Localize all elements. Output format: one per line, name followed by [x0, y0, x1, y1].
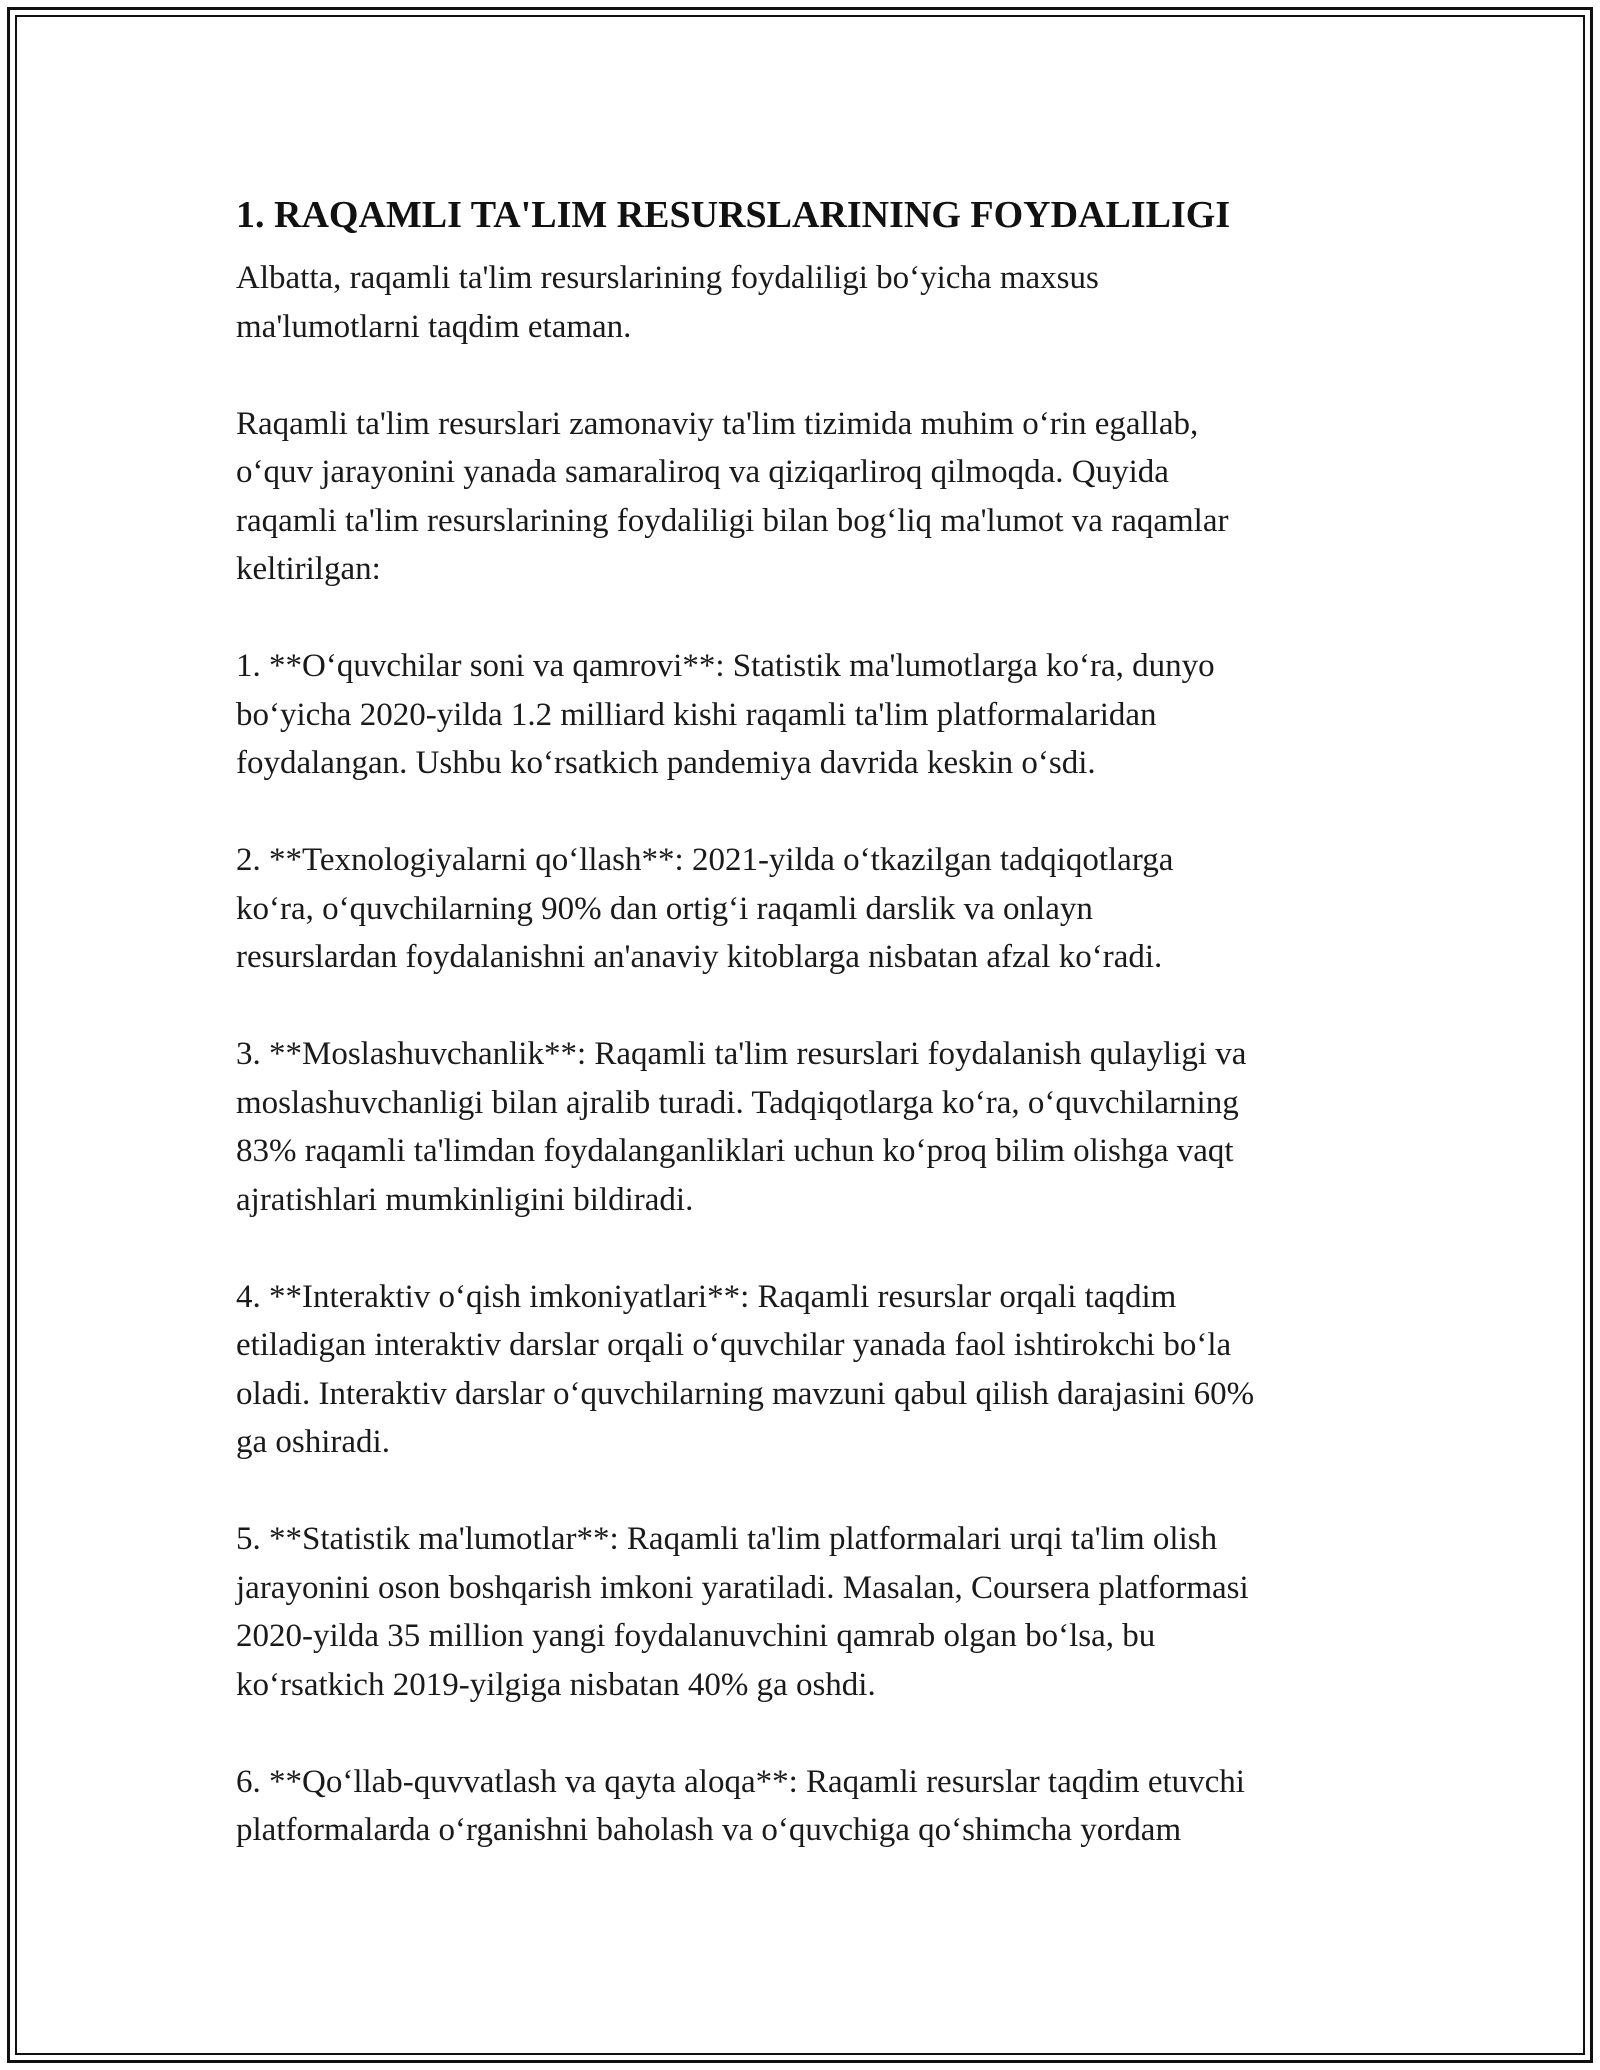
- text-line: 2020-yilda 35 million yangi foydalanuvchini qamrab olgan bo‘lsa, bu: [236, 1618, 1156, 1654]
- text-line: Albatta, raqamli ta'lim resurslarining foydaliligi bo‘yicha maxsus: [236, 260, 1099, 296]
- text-line: ajratishlari mumkinligini bildiradi.: [236, 1181, 694, 1218]
- text-line: resurslardan foydalanishni an'anaviy kitoblarga nisbatan afzal ko‘radi.: [236, 939, 1163, 975]
- text-line: 1. **O‘quvchilar soni va qamrovi**: Statistik ma'lumotlarga ko‘ra, dunyo: [236, 648, 1215, 684]
- list-item-3: [236, 1030, 1386, 1224]
- text-line: 6. **Qo‘llab-quvvatlash va qayta aloqa**: Raqamli resurslar taqdim etuvchi: [236, 1763, 1245, 1800]
- list-item-5: [236, 1515, 1386, 1709]
- page-title: 1. RAQAMLI TA'LIM RESURSLARINING FOYDALILIGI: [236, 194, 1231, 236]
- text-line: 3. **Moslashuvchanlik**: Raqamli ta'lim resurslari foydalanish qulayligi va: [236, 1036, 1247, 1072]
- text-line: 83% raqamli ta'limdan foydalanganliklari uchun ko‘proq bilim olishga vaqt: [236, 1133, 1234, 1169]
- text-line: oladi. Interaktiv darslar o‘quvchilarning mavzuni qabul qilish darajasini 60%: [236, 1375, 1255, 1412]
- list-item-4: [236, 1273, 1386, 1467]
- text-line: foydalangan. Ushbu ko‘rsatkich pandemiya davrida keskin o‘sdi.: [236, 745, 1096, 781]
- text-line: jarayonini oson boshqarish imkoni yaratiladi. Masalan, Coursera platformasi: [236, 1569, 1249, 1606]
- text-line: ma'lumotlarni taqdim etaman.: [236, 308, 632, 345]
- list-item-1: [236, 642, 1386, 788]
- list-item-2: [236, 836, 1386, 982]
- overview-paragraph: [236, 400, 1386, 594]
- text-line: bo‘yicha 2020-yilda 1.2 milliard kishi raqamli ta'lim platformalaridan: [236, 696, 1157, 733]
- text-line: ga oshiradi.: [236, 1424, 390, 1460]
- text-line: o‘quv jarayonini yanada samaraliroq va qiziqarliroq qilmoqda. Quyida: [236, 454, 1169, 490]
- text-line: 4. **Interaktiv o‘qish imkoniyatlari**: Raqamli resurslar orqali taqdim: [236, 1278, 1177, 1315]
- text-line: moslashuvchanligi bilan ajralib turadi. Tadqiqotlarga ko‘ra, o‘quvchilarning: [236, 1084, 1239, 1121]
- intro-paragraph: [236, 254, 1386, 351]
- text-line: Raqamli ta'lim resurslari zamonaviy ta'lim tizimida muhim o‘rin egallab,: [236, 405, 1199, 442]
- text-line: etiladigan interaktiv darslar orqali o‘quvchilar yanada faol ishtirokchi bo‘la: [236, 1327, 1232, 1363]
- text-line: platformalarda o‘rganishni baholash va o‘quvchiga qo‘shimcha yordam: [236, 1812, 1182, 1848]
- list-item-6: [236, 1758, 1386, 1855]
- text-line: ko‘ra, o‘quvchilarning 90% dan ortig‘i raqamli darslik va onlayn: [236, 890, 1093, 927]
- text-line: keltirilgan:: [236, 551, 381, 587]
- text-line: ko‘rsatkich 2019-yilgiga nisbatan 40% ga oshdi.: [236, 1666, 876, 1703]
- text-line: raqamli ta'lim resurslarining foydaliligi bilan bog‘liq ma'lumot va raqamlar: [236, 502, 1229, 539]
- document-body: [236, 190, 1386, 1855]
- text-line: 2. **Texnologiyalarni qo‘llash**: 2021-yilda o‘tkazilgan tadqiqotlarga: [236, 842, 1174, 878]
- text-line: 5. **Statistik ma'lumotlar**: Raqamli ta'lim platformalari urqi ta'lim olish: [236, 1521, 1218, 1557]
